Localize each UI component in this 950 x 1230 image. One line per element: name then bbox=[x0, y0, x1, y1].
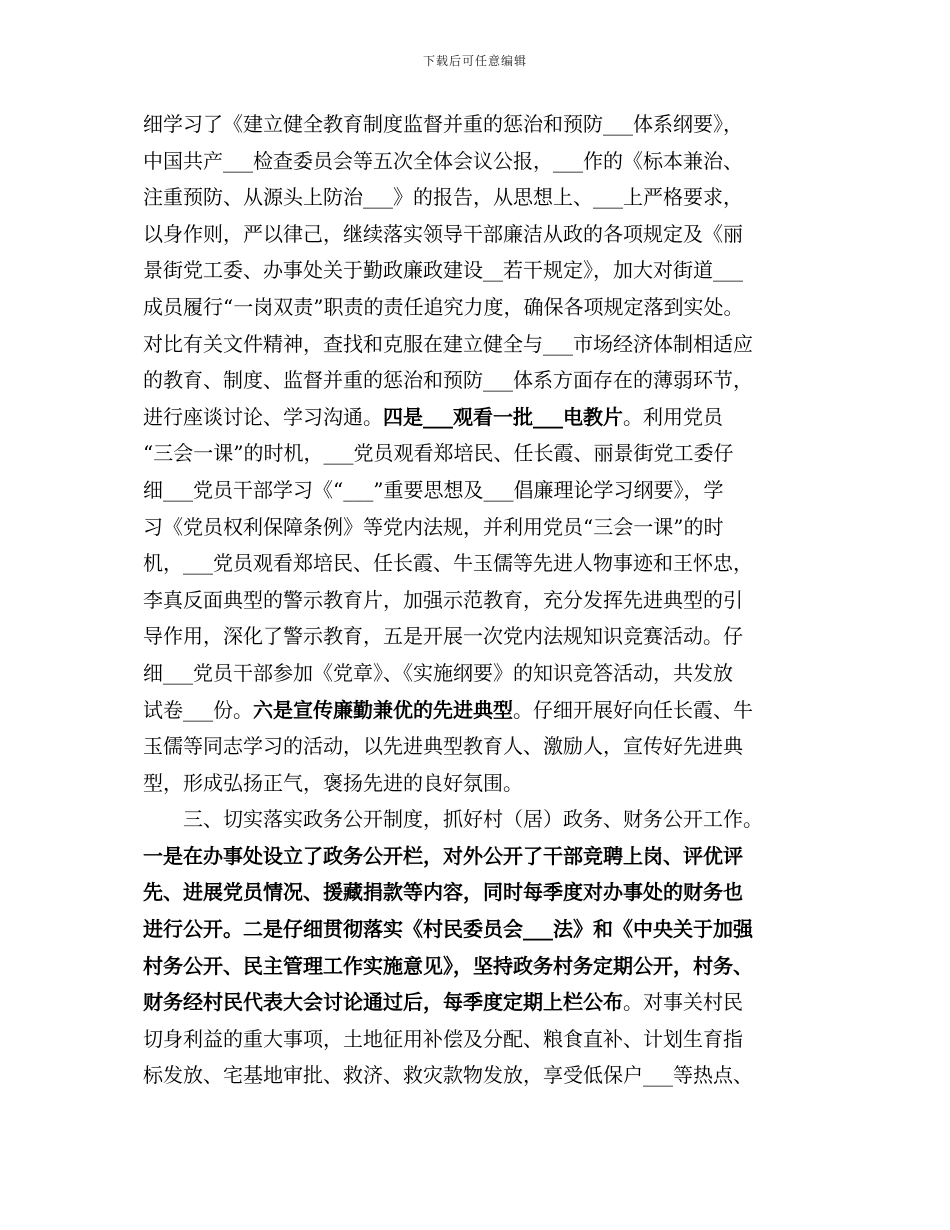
text-segment: 对比有关文件精神，查找和克服在建立健全与___市场经济体制相适应 bbox=[143, 331, 753, 356]
text-line bbox=[143, 1057, 815, 1094]
text-segment: 标发放、宅基地审批、救济、救灾款物发放，享受低保户___等热点、 bbox=[143, 1063, 753, 1088]
text-line bbox=[143, 509, 815, 546]
text-line bbox=[143, 838, 815, 875]
text-segment: 习《党员权利保障条例》等党内法规，并利用党员“三会一课”的时 bbox=[143, 514, 724, 539]
text-line bbox=[143, 435, 815, 472]
text-line bbox=[143, 618, 815, 655]
text-segment: 导作用，深化了警示教育，五是开展一次党内法规知识竞赛活动。仔 bbox=[143, 624, 743, 649]
text-segment: 试卷___份。 bbox=[143, 697, 253, 722]
text-line bbox=[143, 948, 815, 985]
text-segment: 中国共产___检查委员会等五次全体会议公报，___作的《标本兼治、 bbox=[143, 148, 743, 173]
text-line bbox=[143, 179, 815, 216]
text-segment: 机，___党员观看郑培民、任长霞、牛玉儒等先进人物事迹和王怀忠， bbox=[143, 551, 753, 576]
text-segment: 注重预防、从源头上防治___》的报告，从思想上、___上严格要求， bbox=[143, 185, 743, 210]
bold-text-segment: 村务公开、民主管理工作实施意见》，坚持政务村务定期公开，村务、 bbox=[143, 953, 753, 978]
bold-text-segment: 六是宣传廉勤兼优的先进典型 bbox=[253, 697, 513, 722]
text-line bbox=[143, 216, 815, 253]
text-line bbox=[143, 655, 815, 692]
text-segment: 景街党工委、办事处关于勤政廉政建设__若干规定》，加大对街道___ bbox=[143, 258, 743, 283]
text-segment: 玉儒等同志学习的活动，以先进典型教育人、激励人，宣传好先进典 bbox=[143, 734, 743, 759]
text-segment: 细___党员干部参加《党章》、《实施纲要》的知识竞答活动，共发放 bbox=[143, 660, 733, 685]
text-segment: 三、切实落实政务公开制度，抓好村（居）政务、财务公开工作。 bbox=[143, 807, 763, 832]
text-segment: 成员履行“一岗双责”职责的责任追究力度，确保各项规定落到实处。 bbox=[143, 294, 744, 319]
bold-text-segment: 财务经村民代表大会讨论通过后，每季度定期上栏公布 bbox=[143, 990, 623, 1015]
text-segment: 。对事关村民 bbox=[623, 990, 743, 1015]
text-line bbox=[143, 545, 815, 582]
text-segment: 。仔细开展好向任长霞、牛 bbox=[513, 697, 753, 722]
text-line bbox=[143, 143, 815, 180]
text-line bbox=[143, 472, 815, 509]
text-segment: 细学习了《建立健全教育制度监督并重的惩治和预防___体系纲要》， bbox=[143, 112, 743, 136]
text-segment: 进行座谈讨论、学习沟通。 bbox=[143, 404, 383, 429]
bold-text-segment: 进行公开。二是仔细贯彻落实《村民委员会___法》和《中央关于加强 bbox=[143, 917, 753, 942]
text-segment: 细___党员干部学习《“___”重要思想及___倡廉理论学习纲要》，学 bbox=[143, 477, 724, 502]
bold-text-segment: 一是在办事处设立了政务公开栏，对外公开了干部竞聘上岗、评优评 bbox=[143, 843, 743, 868]
text-line bbox=[143, 252, 815, 289]
text-line bbox=[143, 984, 815, 1021]
text-line bbox=[143, 1021, 815, 1058]
text-segment: 的教育、制度、监督并重的惩治和预防___体系方面存在的薄弱环节， bbox=[143, 368, 753, 393]
text-line bbox=[143, 728, 815, 765]
bold-text-segment: 先、进展党员情况、援藏捐款等内容，同时每季度对办事处的财务也 bbox=[143, 880, 743, 905]
text-line bbox=[143, 326, 815, 363]
text-line bbox=[143, 692, 815, 729]
text-segment: 。利用党员 bbox=[623, 404, 723, 429]
text-line bbox=[143, 106, 815, 143]
text-segment: 型，形成弘扬正气，褒扬先进的良好氛围。 bbox=[143, 770, 523, 795]
text-line bbox=[143, 582, 815, 619]
text-line bbox=[143, 765, 815, 802]
text-line bbox=[143, 911, 815, 948]
page-header: 下载后可任意编辑 bbox=[422, 54, 527, 68]
text-line bbox=[143, 289, 815, 326]
text-line bbox=[143, 362, 815, 399]
text-segment: 李真反面典型的警示教育片，加强示范教育，充分发挥先进典型的引 bbox=[143, 587, 743, 612]
text-line bbox=[143, 874, 815, 911]
document-body bbox=[143, 106, 815, 1094]
text-line bbox=[143, 399, 815, 436]
text-line bbox=[143, 801, 815, 838]
bold-text-segment: 四是___观看一批___电教片 bbox=[383, 404, 623, 429]
text-segment: 切身利益的重大事项，土地征用补偿及分配、粮食直补、计划生育指 bbox=[143, 1026, 743, 1051]
text-segment: “三会一课”的时机，___党员观看郑培民、任长霞、丽景街党工委仔 bbox=[143, 441, 734, 466]
text-segment: 以身作则，严以律己，继续落实领导干部廉洁从政的各项规定及《丽 bbox=[143, 221, 743, 246]
